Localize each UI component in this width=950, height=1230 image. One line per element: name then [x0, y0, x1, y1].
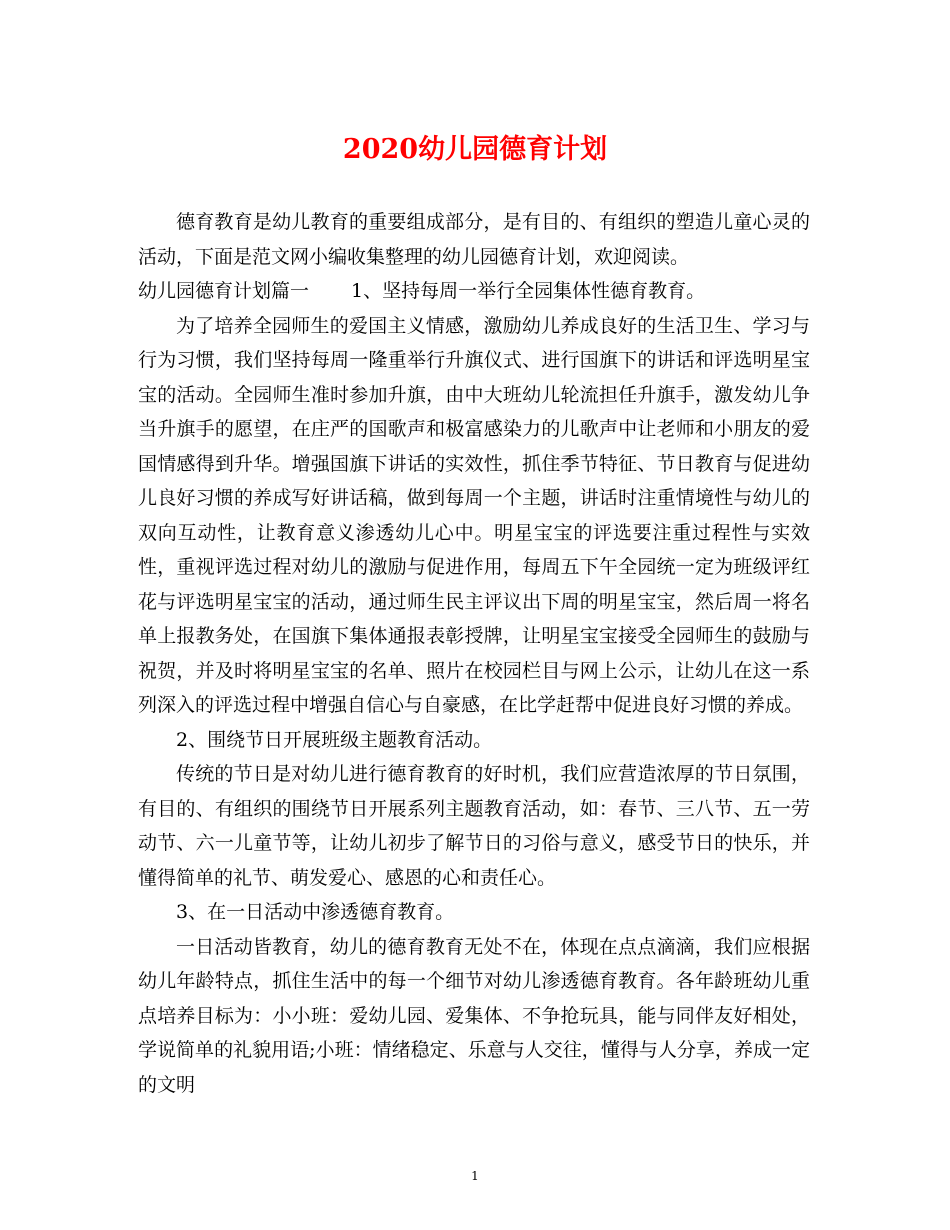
- item3-heading: 3、在一日活动中渗透德育教育。: [176, 901, 455, 923]
- part-heading: 幼儿园德育计划篇一: [138, 280, 310, 302]
- item1-body-paragraph: 为了培养全园师生的爱国主义情感，激励幼儿养成良好的生活卫生、学习与行为习惯，我们坚持每周一隆重举行升旗仪式、进行国旗下的讲话和评选明星宝宝的活动。全园师生准时参加升旗，由中大班幼儿轮流担任升旗手，激发幼儿争当升旗手的愿望，在庄严的国歌声和极富感染力的儿歌声中让老师和小朋友的爱国情感得到升华。增强国旗下讲话的实效性，抓住季节特征、节日教育与促进幼儿良好习惯的养成写好讲话稿，做到每周一个主题，讲话时注重情境性与幼儿的双向互动性，让教育意义渗透幼儿心中。明星宝宝的评选要注重过程性与实效性，重视评选过程对幼儿的激励与促进作用，每周五下午全园统一定为班级评红花与评选明星宝宝的活动，通过师生民主评议出下周的明星宝宝，然后周一将名单上报教务处，在国旗下集体通报表彰授牌，让明星宝宝接受全园师生的鼓励与祝贺，并及时将明星宝宝的名单、照片在校园栏目与网上公示，让幼儿在这一系列深入的评选过程中增强自信心与自豪感，在比学赶帮中促进良好习惯的养成。: [138, 314, 810, 716]
- item2-heading: 2、围绕节日开展班级主题教育活动。: [176, 728, 493, 751]
- document-title: 2020幼儿园德育计划: [342, 134, 608, 165]
- page-number: 1: [471, 1169, 479, 1183]
- part-heading-line: [138, 274, 810, 309]
- document-body: [138, 205, 810, 1102]
- intro-paragraph: 德育教育是幼儿教育的重要组成部分，是有目的、有组织的塑造儿童心灵的活动，下面是范文网小编收集整理的幼儿园德育计划，欢迎阅读。: [138, 211, 810, 268]
- item2-body-paragraph: 传统的节日是对幼儿进行德育教育的好时机，我们应营造浓厚的节日氛围，有目的、有组织的围绕节日开展系列主题教育活动，如：春节、三八节、五一劳动节、六一儿童节等，让幼儿初步了解节日的习俗与意义，感受节日的快乐，并懂得简单的礼节、萌发爱心、感恩的心和责任心。: [138, 763, 810, 889]
- item3-body-paragraph: 一日活动皆教育，幼儿的德育教育无处不在，体现在点点滴滴，我们应根据幼儿年龄特点，抓住生活中的每一个细节对幼儿渗透德育教育。各年龄班幼儿重点培养目标为：小小班：爱幼儿园、爱集体、不争抢玩具，能与同伴友好相处，学说简单的礼貌用语;小班：情绪稳定、乐意与人交往，懂得与人分享，养成一定的文明: [138, 935, 810, 1096]
- item1-heading: 1、坚持每周一举行全园集体性德育教育。: [351, 280, 706, 302]
